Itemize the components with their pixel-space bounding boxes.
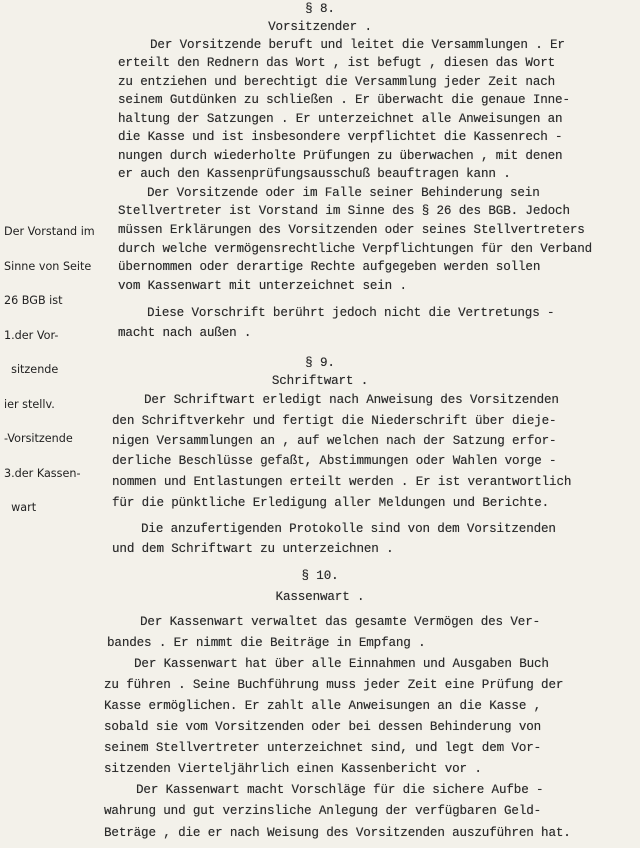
margin-note-line: Sinne von Seite [4, 259, 92, 273]
section-8-line: seinem Gutdünken zu schließen . Er überwacht die genaue Inne- [118, 93, 570, 107]
section-10-line: sitzenden Vierteljährlich einen Kassenbericht vor . [104, 762, 482, 776]
section-8-line: vom Kassenwart mit unterzeichnet sein . [118, 279, 407, 293]
section-9-line: für die pünktliche Erledigung aller Meldungen und Berichte. [112, 496, 550, 510]
section-8-line: macht nach außen . [118, 326, 252, 340]
section-9-line: Die anzufertigenden Protokolle sind von dem Vorsitzenden [141, 522, 556, 536]
margin-note-line: -Vorsitzende [4, 432, 73, 445]
section-9-line: nommen und Entlastungen erteilt werden . Er ist verantwortlich [112, 475, 572, 489]
margin-note [4, 203, 95, 537]
section-10-line: bandes . Er nimmt die Beiträge in Empfang . [107, 636, 426, 650]
margin-note-line: wart [4, 501, 37, 514]
margin-note-line: ier stellv. [4, 397, 55, 411]
margin-note-line: Der Vorstand im [4, 225, 95, 238]
section-10-line: Der Kassenwart macht Vorschläge für die sichere Aufbe - [136, 783, 544, 797]
section-9-number: § 9. [305, 356, 335, 370]
section-8-line: erteilt den Rednern das Wort , ist befugt , diesen das Wort [118, 56, 556, 70]
section-10-line: wahrung und gut verzinsliche Anlegung der verfügbaren Geld- [104, 804, 542, 818]
section-9-line: und dem Schriftwart zu unterzeichnen . [112, 542, 394, 556]
section-9-line: den Schriftverkehr und fertigt die Niederschrift über dieje- [112, 414, 557, 428]
margin-note-line: sitzende [4, 363, 59, 376]
section-8-line: haltung der Satzungen . Er unterzeichnet alle Anweisungen an [118, 112, 563, 126]
section-9-line: nigen Versammlungen an , auf welchen nach der Satzung erfor- [112, 434, 557, 448]
section-8-line: Der Vorsitzende oder im Falle seiner Behinderung sein [147, 186, 540, 200]
margin-note-line: 26 BGB ist [4, 294, 63, 307]
section-8-line: zu entziehen und berechtigt die Versammlung jeder Zeit nach [118, 75, 556, 89]
section-10-line: Der Kassenwart hat über alle Einnahmen und Ausgaben Buch [134, 657, 549, 671]
margin-note-line: 3.der Kassen- [4, 466, 81, 480]
section-10-line: zu führen . Seine Buchführung muss jeder Zeit eine Prüfung der [104, 678, 564, 692]
section-8-line: Stellvertreter ist Vorstand im Sinne des § 26 des BGB. Jedoch [118, 204, 570, 218]
section-8-line: er auch den Kassenprüfungsausschuß beauftragen kann . [118, 167, 511, 181]
section-8-line: nungen durch wiederholte Prüfungen zu überwachen , mit denen [118, 149, 563, 163]
section-10-line: Beträge , die er nach Weisung des Vorsitzenden auszuführen hat. [104, 826, 571, 840]
section-9-line: derliche Beschlüsse gefaßt, Abstimmungen oder Wahlen vorge - [112, 454, 557, 468]
section-8-title: Vorsitzender . [268, 20, 372, 34]
section-10-line: Kasse ermöglichen. Er zahlt alle Anweisungen an die Kasse , [104, 699, 542, 713]
section-10-line: Der Kassenwart verwaltet das gesamte Vermögen des Ver- [140, 615, 541, 629]
margin-note-line: 1.der Vor- [4, 328, 59, 342]
section-10-number: § 10. [301, 569, 339, 583]
section-9-line: Der Schriftwart erledigt nach Anweisung des Vorsitzenden [144, 393, 559, 407]
section-10-line: sobald sie vom Vorsitzenden oder bei dessen Behinderung von [104, 720, 542, 734]
section-8-line: übernommen oder derartige Rechte aufgegeben werden sollen [118, 260, 541, 274]
section-8-number: § 8. [305, 2, 335, 16]
section-8-line: müssen Erklärungen des Vorsitzenden oder seines Stellvertreters [118, 223, 585, 237]
section-9-title: Schriftwart . [271, 374, 369, 388]
section-10-line: seinem Stellvertreter unterzeichnet sind, und legt dem Vor- [104, 741, 542, 755]
section-8-line: Diese Vorschrift berührt jedoch nicht die Vertretungs - [147, 306, 555, 320]
section-8-line: die Kasse und ist insbesondere verpflichtet die Kassenrech - [118, 130, 563, 144]
section-8-line: durch welche vermögensrechtliche Verpflichtungen für den Verband [118, 242, 593, 256]
section-10-title: Kassenwart . [275, 590, 365, 604]
section-8-line: Der Vorsitzende beruft und leitet die Versammlungen . Er [150, 38, 565, 52]
